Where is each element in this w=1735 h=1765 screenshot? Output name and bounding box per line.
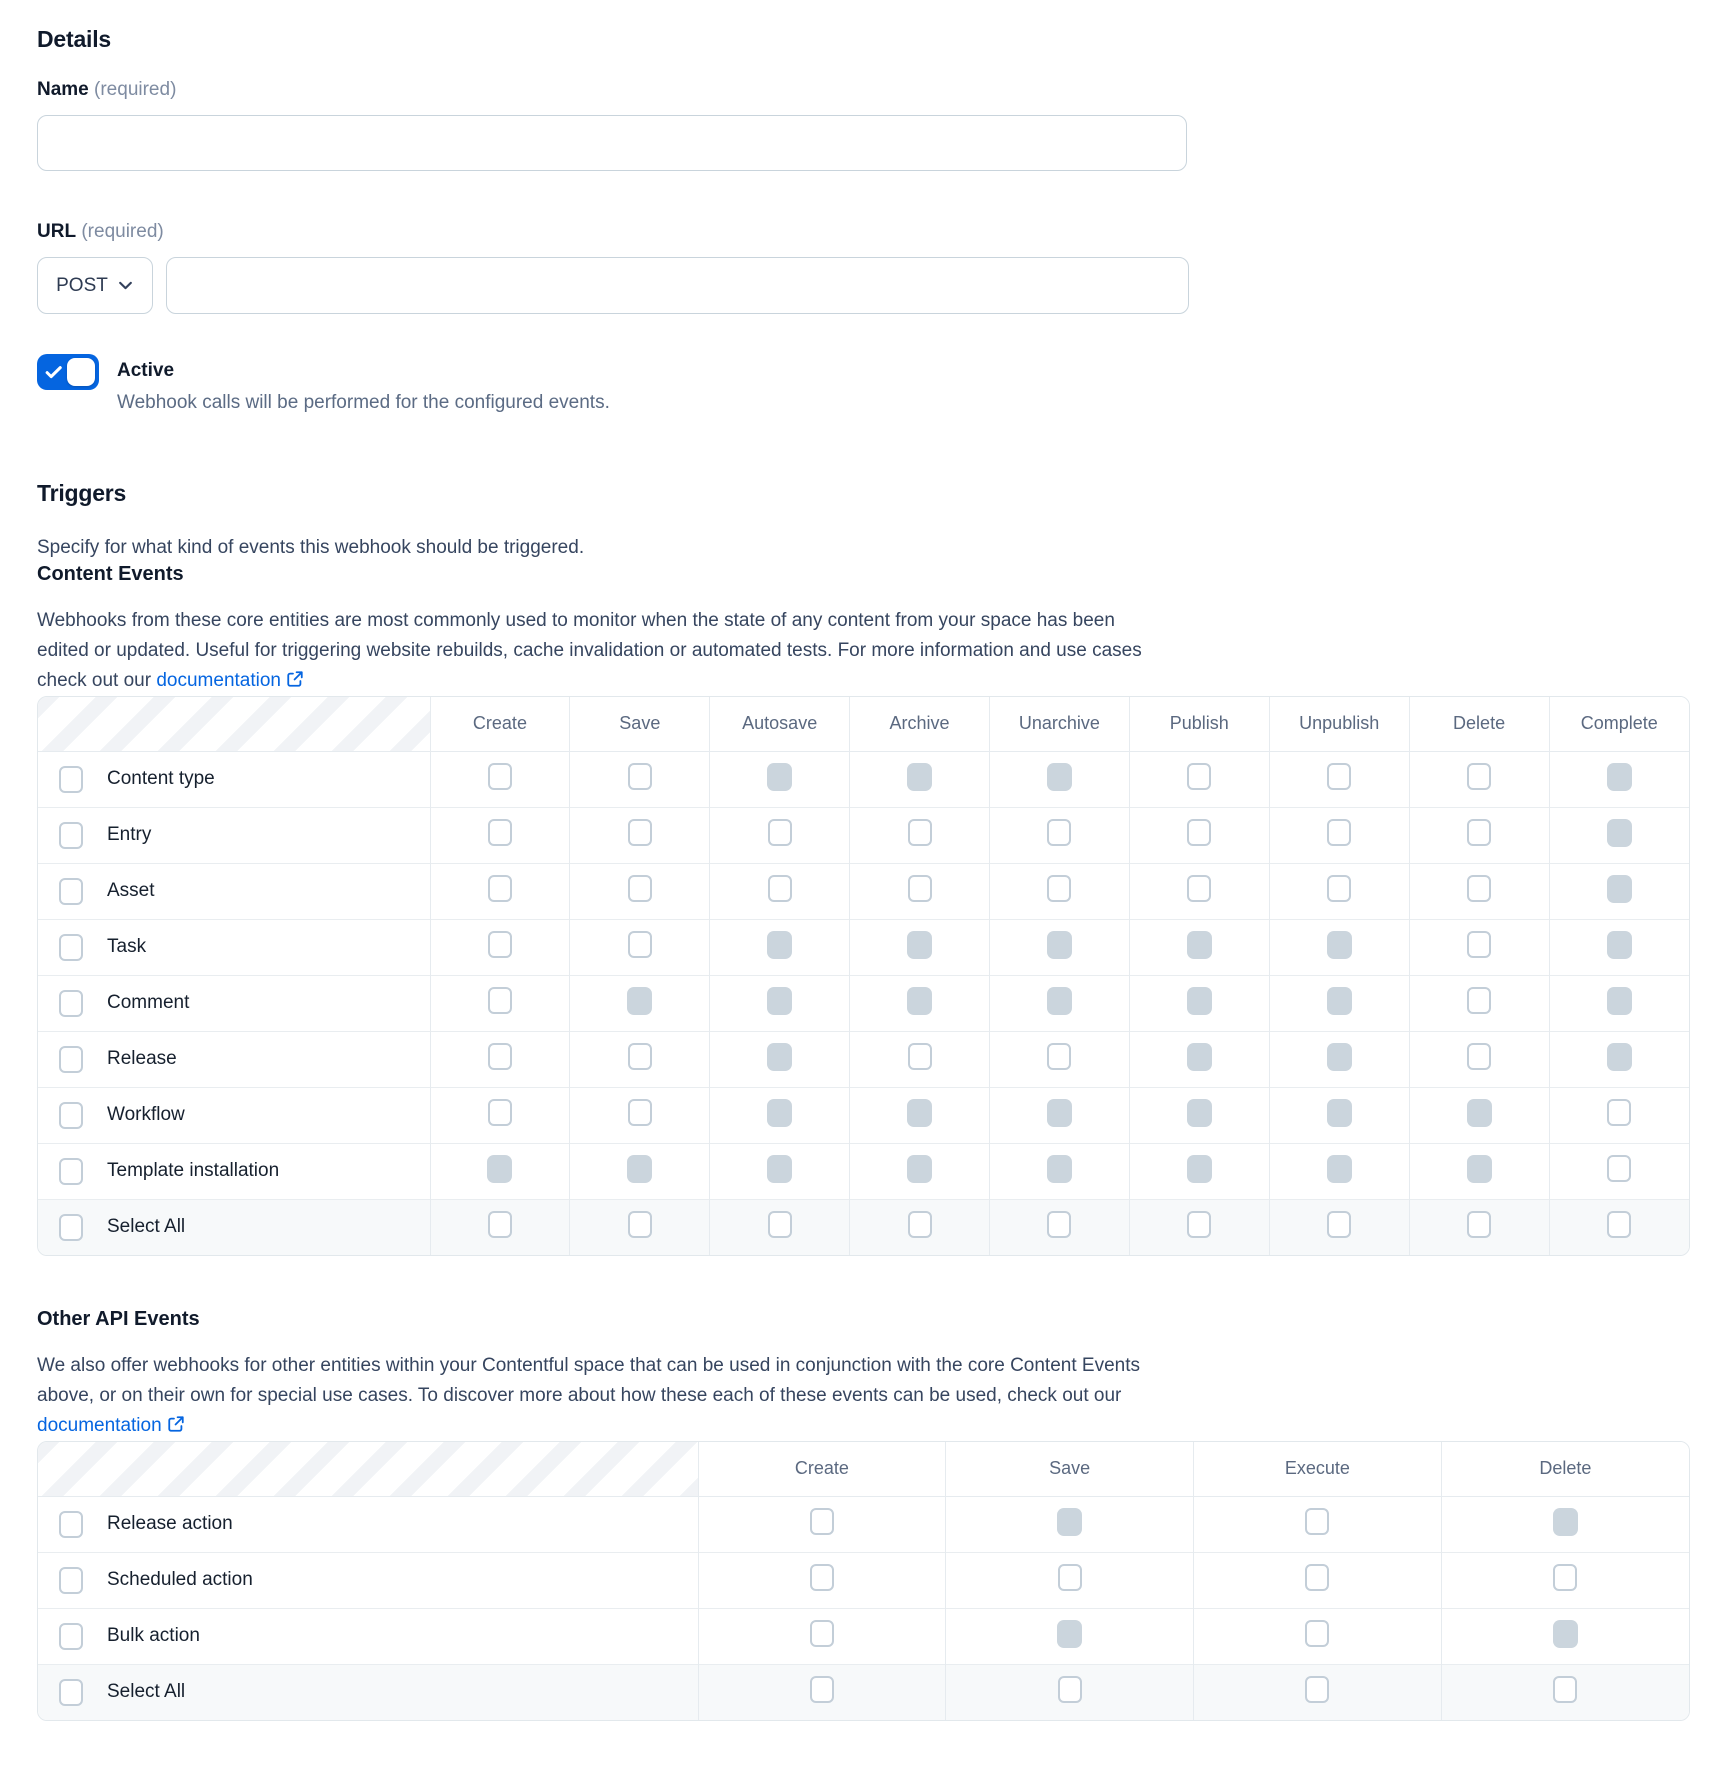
content-events-table-wrap [37,696,1690,1256]
url-required-hint: (required) [81,221,164,242]
checkbox-comment-delete[interactable] [1467,987,1491,1014]
checkbox-comment-archive [907,987,932,1015]
checkbox-task-unarchive [1047,931,1072,959]
checkbox-release-save[interactable] [628,1043,652,1070]
chevron-down-icon [117,277,134,294]
checkbox-scheduled-action-delete[interactable] [1553,1564,1577,1591]
row-label-select-all: Select All [107,1216,186,1238]
checkbox-entry-complete [1607,819,1632,847]
triggers-description: Specify for what kind of events this webhook should be triggered. [37,537,585,558]
checkbox-content-type-publish[interactable] [1187,763,1211,790]
checkbox-select-all-publish[interactable] [1187,1211,1211,1238]
checkbox-select-all-complete[interactable] [1607,1211,1631,1238]
checkbox-scheduled-action-save[interactable] [1058,1564,1082,1591]
checkbox-scheduled-action-execute[interactable] [1305,1564,1329,1591]
name-input[interactable] [37,115,1187,171]
checkbox-entry-publish[interactable] [1187,819,1211,846]
row-label-workflow: Workflow [107,1104,185,1125]
active-description: Webhook calls will be performed for the configured events. [117,392,610,413]
checkbox-asset-unarchive[interactable] [1047,875,1071,902]
checkbox-bulk-action-delete [1553,1620,1578,1648]
checkbox-task-save[interactable] [628,931,652,958]
checkbox-template-installation-complete[interactable] [1607,1155,1631,1182]
checkbox-bulk-action-execute[interactable] [1305,1620,1329,1647]
row-label-bulk-action: Bulk action [107,1625,200,1646]
checkbox-template-installation-delete [1467,1155,1492,1183]
checkbox-release-create[interactable] [488,1043,512,1070]
column-header-complete: Complete [1549,697,1689,751]
checkbox-comment-save [627,987,652,1015]
row-label-comment: Comment [107,992,190,1013]
checkbox-release-publish [1187,1043,1212,1071]
checkbox-task-unpublish [1327,931,1352,959]
table-row-scheduled-action [38,1552,1689,1608]
checkbox-release-action-create[interactable] [810,1508,834,1535]
checkbox-comment-publish [1187,987,1212,1015]
checkbox-entry-save[interactable] [628,819,652,846]
column-header-create: Create [698,1442,946,1496]
content-events-table [38,697,1689,1255]
table-row-comment [38,975,1689,1031]
checkbox-workflow-unarchive [1047,1099,1072,1127]
column-header-unarchive: Unarchive [990,697,1130,751]
checkbox-content-type-autosave [767,763,792,791]
table-row-entry [38,807,1689,863]
checkbox-release-complete [1607,1043,1632,1071]
http-method-value: POST [56,274,108,296]
url-input[interactable] [166,257,1189,314]
row-label-template-installation: Template installation [107,1160,280,1181]
checkbox-comment-create[interactable] [488,987,512,1014]
checkbox-bulk-action-create[interactable] [810,1620,834,1647]
row-checkbox-release[interactable] [59,1046,83,1073]
http-method-select[interactable] [37,257,153,314]
row-checkbox-template-installation[interactable] [59,1158,83,1185]
external-link-icon [167,1415,185,1433]
checkbox-release-archive[interactable] [908,1043,932,1070]
checkbox-content-type-unarchive [1047,763,1072,791]
checkbox-entry-autosave[interactable] [768,819,792,846]
checkbox-entry-unarchive[interactable] [1047,819,1071,846]
column-header-autosave: Autosave [710,697,850,751]
checkbox-select-all-create[interactable] [488,1211,512,1238]
table-row-workflow [38,1087,1689,1143]
checkbox-release-action-execute[interactable] [1305,1508,1329,1535]
table-row-release-action [38,1496,1689,1552]
row-checkbox-select-all[interactable] [59,1679,83,1706]
row-checkbox-select-all[interactable] [59,1214,83,1241]
checkbox-asset-save[interactable] [628,875,652,902]
row-label-select-all: Select All [107,1681,186,1703]
row-checkbox-scheduled-action[interactable] [59,1567,83,1594]
table-row-bulk-action [38,1608,1689,1664]
documentation-link-text: documentation [156,670,281,691]
checkbox-comment-unarchive [1047,987,1072,1015]
content-events-description [37,606,1142,696]
checkbox-workflow-create[interactable] [488,1099,512,1126]
column-header-save: Save [946,1442,1194,1496]
checkbox-asset-archive[interactable] [908,875,932,902]
row-checkbox-release-action[interactable] [59,1511,83,1538]
content-events-description-text: Webhooks from these core entities are most commonly used to monitor when the state of any content from your space has been edited or updated. Useful for triggering website rebuilds, cache invalidation or automated tests. For more information and use cases check out our [37,610,1142,691]
table-row-select-all [38,1199,1689,1255]
checkbox-task-publish [1187,931,1212,959]
checkbox-template-installation-unpublish [1327,1155,1352,1183]
row-checkbox-asset[interactable] [59,878,83,905]
checkbox-asset-delete[interactable] [1467,875,1491,902]
checkbox-workflow-archive [907,1099,932,1127]
details-heading: Details [37,26,112,52]
triggers-heading: Triggers [37,480,127,506]
table-corner-stripes [38,697,430,751]
table-row-asset [38,863,1689,919]
checkbox-workflow-publish [1187,1099,1212,1127]
other-api-events-description [37,1351,1142,1441]
row-label-release: Release [107,1048,177,1069]
checkbox-workflow-save[interactable] [628,1099,652,1126]
checkbox-release-unpublish [1327,1043,1352,1071]
checkbox-select-all-autosave[interactable] [768,1211,792,1238]
column-header-delete: Delete [1409,697,1549,751]
column-header-publish: Publish [1129,697,1269,751]
column-header-delete: Delete [1441,1442,1689,1496]
documentation-link[interactable] [156,670,304,691]
row-checkbox-content-type[interactable] [59,766,83,793]
checkbox-select-all-execute[interactable] [1305,1676,1329,1703]
checkbox-release-action-save [1057,1508,1082,1536]
table-corner-stripes [38,1442,698,1496]
checkbox-content-type-save[interactable] [628,763,652,790]
other-api-events-table [38,1442,1689,1720]
table-row-select-all [38,1664,1689,1720]
checkbox-content-type-complete [1607,763,1632,791]
checkbox-content-type-archive [907,763,932,791]
row-checkbox-entry[interactable] [59,822,83,849]
checkbox-task-autosave [767,931,792,959]
table-row-template-installation [38,1143,1689,1199]
check-icon [44,362,64,387]
url-label [37,221,1735,243]
checkbox-task-complete [1607,931,1632,959]
checkbox-select-all-unpublish[interactable] [1327,1211,1351,1238]
active-toggle[interactable] [37,354,99,390]
checkbox-content-type-create[interactable] [488,763,512,790]
row-label-scheduled-action: Scheduled action [107,1569,253,1590]
column-header-create: Create [430,697,570,751]
checkbox-asset-create[interactable] [488,875,512,902]
checkbox-select-all-unarchive[interactable] [1047,1211,1071,1238]
column-header-save: Save [570,697,710,751]
checkbox-comment-complete [1607,987,1632,1015]
row-label-asset: Asset [107,880,155,901]
row-label-release-action: Release action [107,1513,233,1534]
row-checkbox-bulk-action[interactable] [59,1623,83,1650]
checkbox-task-archive [907,931,932,959]
checkbox-template-installation-save [627,1155,652,1183]
checkbox-template-installation-unarchive [1047,1155,1072,1183]
other-api-events-description-text: We also offer webhooks for other entities within your Contentful space that can be used in conjunction with the core Content Events above, or on their own for special use cases. To discover more about how these each of these events can be used, check out our [37,1355,1140,1406]
toggle-knob [67,358,95,386]
checkbox-select-all-save[interactable] [628,1211,652,1238]
column-header-unpublish: Unpublish [1269,697,1409,751]
documentation-link-2-text: documentation [37,1415,162,1436]
row-checkbox-workflow[interactable] [59,1102,83,1129]
checkbox-release-action-delete [1553,1508,1578,1536]
checkbox-template-installation-autosave [767,1155,792,1183]
checkbox-select-all-delete[interactable] [1553,1676,1577,1703]
checkbox-comment-autosave [767,987,792,1015]
row-label-task: Task [107,936,147,957]
checkbox-asset-complete [1607,875,1632,903]
checkbox-content-type-delete[interactable] [1467,763,1491,790]
external-link-icon [286,670,304,688]
column-header-archive: Archive [850,697,990,751]
checkbox-template-installation-create [487,1155,512,1183]
checkbox-workflow-unpublish [1327,1099,1352,1127]
checkbox-asset-publish[interactable] [1187,875,1211,902]
checkbox-scheduled-action-create[interactable] [810,1564,834,1591]
checkbox-entry-archive[interactable] [908,819,932,846]
checkbox-select-all-archive[interactable] [908,1211,932,1238]
checkbox-asset-unpublish[interactable] [1327,875,1351,902]
other-api-events-heading: Other API Events [37,1308,200,1330]
checkbox-entry-create[interactable] [488,819,512,846]
name-required-hint: (required) [94,79,177,100]
table-row-task [38,919,1689,975]
checkbox-comment-unpublish [1327,987,1352,1015]
checkbox-select-all-delete[interactable] [1467,1211,1491,1238]
checkbox-workflow-complete[interactable] [1607,1099,1631,1126]
content-events-heading: Content Events [37,563,184,585]
checkbox-release-autosave [767,1043,792,1071]
row-checkbox-comment[interactable] [59,990,83,1017]
checkbox-release-unarchive[interactable] [1047,1043,1071,1070]
checkbox-template-installation-publish [1187,1155,1212,1183]
checkbox-workflow-autosave [767,1099,792,1127]
checkbox-asset-autosave[interactable] [768,875,792,902]
checkbox-bulk-action-save [1057,1620,1082,1648]
url-label-text: URL [37,221,77,242]
checkbox-workflow-delete [1467,1099,1492,1127]
documentation-link-2[interactable] [37,1415,185,1436]
checkbox-release-delete[interactable] [1467,1043,1491,1070]
checkbox-select-all-create[interactable] [810,1676,834,1703]
checkbox-task-create[interactable] [488,931,512,958]
table-row-content-type [38,751,1689,807]
checkbox-entry-delete[interactable] [1467,819,1491,846]
column-header-execute: Execute [1194,1442,1442,1496]
table-row-release [38,1031,1689,1087]
checkbox-template-installation-archive [907,1155,932,1183]
row-checkbox-task[interactable] [59,934,83,961]
row-label-content-type: Content type [107,768,215,789]
checkbox-select-all-save[interactable] [1058,1676,1082,1703]
name-label-text: Name [37,79,89,100]
active-label: Active [117,360,175,381]
other-api-events-table-wrap [37,1441,1690,1721]
row-label-entry: Entry [107,824,152,845]
checkbox-task-delete[interactable] [1467,931,1491,958]
checkbox-content-type-unpublish[interactable] [1327,763,1351,790]
checkbox-entry-unpublish[interactable] [1327,819,1351,846]
name-label [37,79,1735,101]
